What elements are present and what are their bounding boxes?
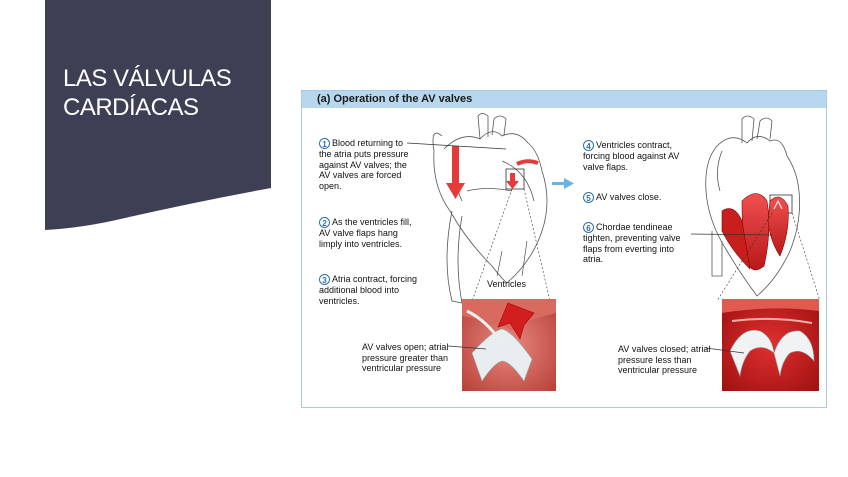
step-1-number: 1 <box>319 138 330 149</box>
step-3-text: Atria contract, forcing additional blood into ventricles. <box>319 274 418 306</box>
caption-valves-open: AV valves open; atrial pressure greater than ventricular pressure <box>362 342 449 373</box>
step-4-number: 4 <box>583 140 594 151</box>
blood-flow-arrow-shaft <box>452 146 459 186</box>
open-valve-photo <box>462 299 556 391</box>
step-3 <box>319 274 423 306</box>
ventricles-label: Ventricles <box>487 279 527 289</box>
step-2-number: 2 <box>319 217 330 228</box>
step-3-number: 3 <box>319 274 330 285</box>
title-panel <box>45 0 271 232</box>
step-2 <box>319 217 419 249</box>
caption-valves-closed: AV valves closed; atrial pressure less than ventricular pressure <box>618 344 711 375</box>
heart-diagram-open <box>433 114 547 304</box>
av-valves-figure <box>301 90 827 408</box>
step-5-number: 5 <box>583 192 594 203</box>
step-2-text: As the ventricles fill, AV valve flaps hang limply into ventricles. <box>319 217 412 249</box>
figure-title: (a) Operation of the AV valves <box>317 93 473 105</box>
step-4-text: Ventricles contract, forcing blood against AV valve flaps. <box>583 140 680 172</box>
step-6-number: 6 <box>583 222 594 233</box>
step-4 <box>583 140 693 172</box>
step-5 <box>583 192 693 203</box>
closed-valve-photo <box>722 299 819 391</box>
step-1-text: Blood returning to the atria puts pressure against AV valves; the AV valves are forced open. <box>319 138 409 191</box>
step-1 <box>319 138 411 191</box>
transition-arrow <box>552 182 566 185</box>
step-5-text: AV valves close. <box>596 192 662 202</box>
step-6-text: Chordae tendineae tighten, preventing valve flaps from everting into atria. <box>583 222 681 264</box>
blood-flow-arrow-head <box>446 183 465 199</box>
slide-title <box>63 64 263 122</box>
step-6 <box>583 222 693 265</box>
slide-title-line-1: LAS VÁLVULAS <box>63 65 232 92</box>
slide-title-line-2: CARDÍACAS <box>63 94 199 121</box>
